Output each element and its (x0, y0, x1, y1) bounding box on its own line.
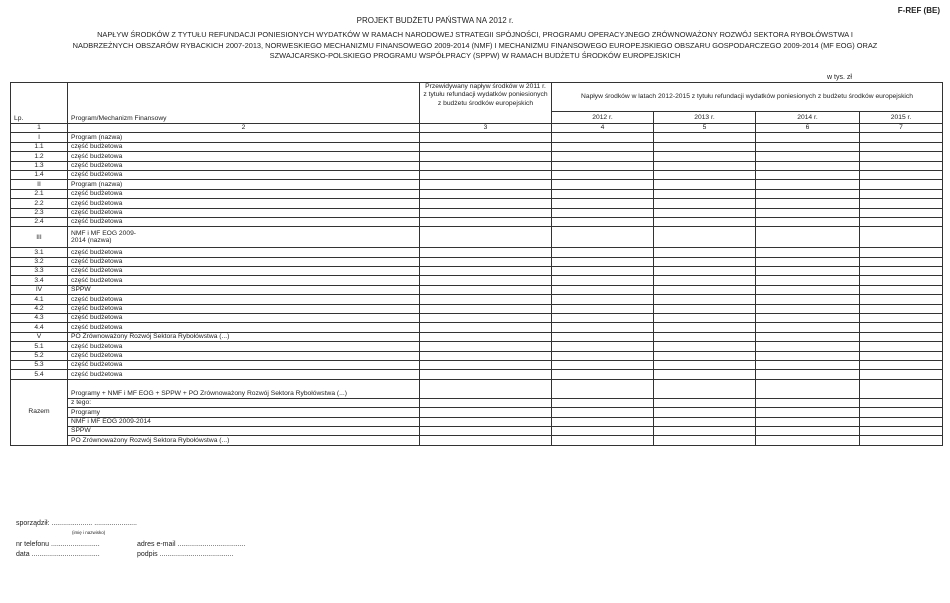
value-cell[interactable] (552, 189, 654, 198)
value-cell[interactable] (552, 180, 654, 189)
value-cell[interactable] (860, 248, 943, 257)
table-row (11, 285, 943, 294)
value-cell[interactable] (756, 267, 860, 276)
value-cell[interactable] (420, 208, 552, 217)
value-cell[interactable] (654, 436, 756, 445)
value-cell[interactable] (860, 408, 943, 417)
value-cell[interactable] (756, 295, 860, 304)
form-code: F-REF (BE) (897, 6, 940, 15)
value-cell[interactable] (860, 285, 943, 294)
row-name: część budżetowa (68, 199, 420, 208)
value-cell[interactable] (860, 180, 943, 189)
table-row (11, 227, 943, 248)
value-cell[interactable] (860, 323, 943, 332)
value-cell[interactable] (654, 142, 756, 151)
value-cell[interactable] (860, 295, 943, 304)
value-cell[interactable] (860, 351, 943, 360)
row-lp: I (11, 133, 68, 142)
column-number: 5 (654, 124, 756, 133)
table-row (11, 351, 943, 360)
value-cell[interactable] (552, 360, 654, 369)
value-cell[interactable] (860, 217, 943, 226)
table-row (11, 217, 943, 226)
value-cell[interactable] (552, 267, 654, 276)
table-row (11, 180, 943, 189)
value-cell[interactable] (654, 199, 756, 208)
row-lp: 5.1 (11, 342, 68, 351)
value-cell[interactable] (654, 426, 756, 435)
value-cell[interactable] (860, 257, 943, 266)
row-name: część budżetowa (68, 217, 420, 226)
value-cell[interactable] (420, 342, 552, 351)
value-cell[interactable] (552, 276, 654, 285)
table-row (11, 248, 943, 257)
row-lp: II (11, 180, 68, 189)
column-number: 1 (11, 124, 68, 133)
value-cell[interactable] (552, 304, 654, 313)
row-name: Program (nazwa) (68, 180, 420, 189)
table-row (11, 189, 943, 198)
value-cell[interactable] (654, 227, 756, 248)
row-lp: 5.2 (11, 351, 68, 360)
value-cell[interactable] (654, 208, 756, 217)
value-cell[interactable] (654, 398, 756, 407)
column-number: 4 (552, 124, 654, 133)
row-name: część budżetowa (68, 161, 420, 170)
row-lp: 3.2 (11, 257, 68, 266)
value-cell[interactable] (552, 152, 654, 161)
value-cell[interactable] (654, 370, 756, 379)
value-cell[interactable] (860, 227, 943, 248)
value-cell[interactable] (756, 379, 860, 398)
row-name: część budżetowa (68, 295, 420, 304)
row-lp: 1.1 (11, 142, 68, 151)
row-lp: 2.2 (11, 199, 68, 208)
row-lp: 2.3 (11, 208, 68, 217)
row-lp: 1.2 (11, 152, 68, 161)
value-cell[interactable] (654, 180, 756, 189)
header-year: 2012 r. (552, 112, 654, 124)
value-cell[interactable] (756, 426, 860, 435)
value-cell[interactable] (756, 323, 860, 332)
table-row (11, 199, 943, 208)
value-cell[interactable] (756, 133, 860, 142)
value-cell[interactable] (860, 133, 943, 142)
value-cell[interactable] (654, 152, 756, 161)
row-lp: 4.4 (11, 323, 68, 332)
value-cell[interactable] (756, 417, 860, 426)
value-cell[interactable] (552, 133, 654, 142)
value-cell[interactable] (756, 332, 860, 341)
page-subtitle (0, 30, 950, 62)
value-cell[interactable] (654, 332, 756, 341)
value-cell[interactable] (420, 436, 552, 445)
value-cell[interactable] (654, 161, 756, 170)
table-row (11, 161, 943, 170)
value-cell[interactable] (552, 295, 654, 304)
value-cell[interactable] (420, 408, 552, 417)
value-cell[interactable] (860, 199, 943, 208)
value-cell[interactable] (654, 304, 756, 313)
value-cell[interactable] (654, 217, 756, 226)
row-lp: 1.4 (11, 170, 68, 179)
value-cell[interactable] (552, 436, 654, 445)
value-cell[interactable] (420, 133, 552, 142)
value-cell[interactable] (420, 142, 552, 151)
value-cell[interactable] (756, 180, 860, 189)
column-number: 6 (756, 124, 860, 133)
table-row (11, 323, 943, 332)
row-lp: 1.3 (11, 161, 68, 170)
name-caption: (imię i nazwisko) (72, 530, 106, 535)
value-cell[interactable] (756, 398, 860, 407)
header-year: 2014 r. (756, 112, 860, 124)
razem-line: z tego: (68, 398, 420, 407)
row-lp: IV (11, 285, 68, 294)
table-row (11, 295, 943, 304)
value-cell[interactable] (860, 314, 943, 323)
value-cell[interactable] (420, 398, 552, 407)
row-lp: III (11, 227, 68, 248)
value-cell[interactable] (756, 248, 860, 257)
value-cell[interactable] (860, 398, 943, 407)
razem-row (11, 417, 943, 426)
column-number-row (11, 124, 943, 133)
value-cell[interactable] (654, 408, 756, 417)
value-cell[interactable] (756, 199, 860, 208)
value-cell[interactable] (420, 295, 552, 304)
value-cell[interactable] (552, 408, 654, 417)
table-row (11, 208, 943, 217)
subtitle-line: SZWAJCARSKO-POLSKIEGO PROGRAMU WSPÓŁPRACY (SPPW) W RAMACH BUDŻETU ŚRODKÓW EUROPEJSKICH (269, 51, 681, 60)
value-cell[interactable] (756, 408, 860, 417)
value-cell[interactable] (420, 351, 552, 360)
value-cell[interactable] (860, 276, 943, 285)
row-name: część budżetowa (68, 304, 420, 313)
table-row (11, 370, 943, 379)
value-cell[interactable] (552, 398, 654, 407)
value-cell[interactable] (860, 152, 943, 161)
column-number: 7 (860, 124, 943, 133)
value-cell[interactable] (552, 217, 654, 226)
value-cell[interactable] (654, 248, 756, 257)
row-name: część budżetowa (68, 370, 420, 379)
row-name: część budżetowa (68, 208, 420, 217)
row-name: część budżetowa (68, 314, 420, 323)
table-row (11, 152, 943, 161)
value-cell[interactable] (756, 276, 860, 285)
value-cell[interactable] (654, 295, 756, 304)
value-cell[interactable] (420, 285, 552, 294)
value-cell[interactable] (654, 267, 756, 276)
value-cell[interactable] (860, 189, 943, 198)
value-cell[interactable] (654, 351, 756, 360)
row-name: SPPW (68, 285, 420, 294)
value-cell[interactable] (420, 161, 552, 170)
table-row (11, 133, 943, 142)
value-cell[interactable] (756, 152, 860, 161)
header-year: 2013 r. (654, 112, 756, 124)
value-cell[interactable] (420, 248, 552, 257)
row-name: NMF i MF EOG 2009-2014 (nazwa) (68, 227, 420, 248)
row-lp: 4.2 (11, 304, 68, 313)
column-number: 3 (420, 124, 552, 133)
value-cell[interactable] (552, 426, 654, 435)
header-expected: Przewidywany napływ środków w 2011 r. z tytułu refundacji wydatków poniesionych z budżetu środków europejskich (420, 83, 552, 124)
row-name: część budżetowa (68, 323, 420, 332)
value-cell[interactable] (860, 142, 943, 151)
subtitle-line: NADBRZEŻNYCH OBSZARÓW RYBACKICH 2007-2013, NORWESKIEGO MECHANIZMU FINANSOWEGO 2009-2014 (NMF) I MECHANIZMU FINANSOWEGO EUROPEJSKIEGO OBSZARU GOSPODARCZEGO 2009-2014 (MF EOG) ORAZ (72, 40, 878, 50)
table-row (11, 342, 943, 351)
value-cell[interactable] (654, 189, 756, 198)
value-cell[interactable] (420, 170, 552, 179)
row-lp: 4.3 (11, 314, 68, 323)
value-cell[interactable] (420, 304, 552, 313)
value-cell[interactable] (756, 285, 860, 294)
header-row (11, 83, 943, 112)
value-cell[interactable] (860, 304, 943, 313)
value-cell[interactable] (654, 133, 756, 142)
value-cell[interactable] (654, 276, 756, 285)
value-cell[interactable] (552, 227, 654, 248)
value-cell[interactable] (420, 360, 552, 369)
date-field: data ................................... (16, 551, 100, 558)
value-cell[interactable] (552, 379, 654, 398)
razem-row (11, 436, 943, 445)
table-row (11, 257, 943, 266)
value-cell[interactable] (860, 370, 943, 379)
value-cell[interactable] (860, 208, 943, 217)
value-cell[interactable] (756, 257, 860, 266)
value-cell[interactable] (860, 267, 943, 276)
razem-line: NMF i MF EOG 2009-2014 (68, 417, 420, 426)
value-cell[interactable] (756, 189, 860, 198)
value-cell[interactable] (420, 257, 552, 266)
column-number: 2 (68, 124, 420, 133)
header-lp: Lp. (11, 83, 68, 124)
value-cell[interactable] (552, 285, 654, 294)
value-cell[interactable] (654, 417, 756, 426)
value-cell[interactable] (420, 370, 552, 379)
value-cell[interactable] (420, 152, 552, 161)
value-cell[interactable] (756, 227, 860, 248)
unit-label: w tys. zł (827, 74, 852, 81)
row-name: część budżetowa (68, 351, 420, 360)
value-cell[interactable] (552, 323, 654, 332)
header-group: Napływ środków w latach 2012-2015 z tytułu refundacji wydatków poniesionych z budżetu środków europejskich (552, 83, 943, 112)
row-lp: 2.4 (11, 217, 68, 226)
value-cell[interactable] (552, 199, 654, 208)
value-cell[interactable] (860, 170, 943, 179)
value-cell[interactable] (860, 436, 943, 445)
header-year: 2015 r. (860, 112, 943, 124)
row-name: część budżetowa (68, 342, 420, 351)
row-name: część budżetowa (68, 142, 420, 151)
value-cell[interactable] (654, 360, 756, 369)
row-name: Program (nazwa) (68, 133, 420, 142)
value-cell[interactable] (756, 208, 860, 217)
value-cell[interactable] (756, 351, 860, 360)
value-cell[interactable] (420, 314, 552, 323)
row-lp: 3.1 (11, 248, 68, 257)
value-cell[interactable] (420, 217, 552, 226)
row-name: część budżetowa (68, 248, 420, 257)
value-cell[interactable] (756, 142, 860, 151)
value-cell[interactable] (420, 276, 552, 285)
value-cell[interactable] (420, 379, 552, 398)
value-cell[interactable] (654, 379, 756, 398)
row-lp: 3.4 (11, 276, 68, 285)
value-cell[interactable] (654, 314, 756, 323)
razem-row (11, 408, 943, 417)
value-cell[interactable] (756, 314, 860, 323)
email-field: adres e-mail ................................... (137, 541, 246, 548)
value-cell[interactable] (860, 332, 943, 341)
value-cell[interactable] (420, 332, 552, 341)
row-name: część budżetowa (68, 360, 420, 369)
row-lp: 3.3 (11, 267, 68, 276)
header-program: Program/Mechanizm Finansowy (68, 83, 420, 124)
table-row (11, 332, 943, 341)
value-cell[interactable] (654, 285, 756, 294)
row-lp: 5.3 (11, 360, 68, 369)
value-cell[interactable] (552, 257, 654, 266)
phone-field: nr telefonu ......................... (16, 541, 100, 548)
subtitle-line: NAPŁYW ŚRODKÓW Z TYTUŁU REFUNDACJI PONIESIONYCH WYDATKÓW W RAMACH NARODOWEJ STRATEGII SPÓJNOŚCI, PROGRAMU OPERACYJNEGO ZRÓWNOWAŻONY ROZWÓJ SEKTORA RYBOŁÓWSTWA I (97, 30, 853, 39)
value-cell[interactable] (552, 351, 654, 360)
row-name: część budżetowa (68, 152, 420, 161)
row-name: część budżetowa (68, 170, 420, 179)
row-name: część budżetowa (68, 257, 420, 266)
value-cell[interactable] (552, 370, 654, 379)
value-cell[interactable] (654, 323, 756, 332)
value-cell[interactable] (420, 199, 552, 208)
table-row (11, 170, 943, 179)
row-name: część budżetowa (68, 189, 420, 198)
value-cell[interactable] (420, 227, 552, 248)
row-lp: 2.1 (11, 189, 68, 198)
table-row (11, 304, 943, 313)
value-cell[interactable] (552, 342, 654, 351)
value-cell[interactable] (552, 332, 654, 341)
value-cell[interactable] (420, 426, 552, 435)
value-cell[interactable] (860, 161, 943, 170)
table-row (11, 360, 943, 369)
value-cell[interactable] (756, 304, 860, 313)
table-row (11, 276, 943, 285)
razem-row (11, 426, 943, 435)
value-cell[interactable] (420, 189, 552, 198)
value-cell[interactable] (552, 142, 654, 151)
value-cell[interactable] (860, 379, 943, 398)
row-name: część budżetowa (68, 276, 420, 285)
table-row (11, 314, 943, 323)
table-row (11, 267, 943, 276)
razem-line: Programy (68, 408, 420, 417)
row-lp: 5.4 (11, 370, 68, 379)
row-name: PO Zrównoważony Rozwój Sektora Rybołówstwa (...) (68, 332, 420, 341)
value-cell[interactable] (552, 161, 654, 170)
value-cell[interactable] (756, 370, 860, 379)
budget-table (10, 82, 943, 446)
razem-line: PO Zrównoważony Rozwój Sektora Rybołówstwa (...) (68, 436, 420, 445)
row-lp: 4.1 (11, 295, 68, 304)
value-cell[interactable] (756, 161, 860, 170)
value-cell[interactable] (552, 208, 654, 217)
value-cell[interactable] (756, 360, 860, 369)
value-cell[interactable] (420, 417, 552, 426)
value-cell[interactable] (756, 436, 860, 445)
row-name: część budżetowa (68, 267, 420, 276)
value-cell[interactable] (552, 417, 654, 426)
value-cell[interactable] (420, 267, 552, 276)
value-cell[interactable] (654, 257, 756, 266)
razem-label: Razem (11, 379, 68, 445)
value-cell[interactable] (756, 342, 860, 351)
prepared-by: sporządził: ..................... ...................... (16, 520, 137, 527)
value-cell[interactable] (860, 360, 943, 369)
value-cell[interactable] (756, 170, 860, 179)
razem-row (11, 379, 943, 398)
value-cell[interactable] (654, 170, 756, 179)
razem-line: SPPW (68, 426, 420, 435)
razem-line: Programy + NMF i MF EOG + SPPW + PO Zrównoważony Rozwój Sektora Rybołówstwa (...) (68, 379, 420, 398)
table-row (11, 142, 943, 151)
page-title: PROJEKT BUDŻETU PAŃSTWA NA 2012 r. (356, 16, 514, 25)
signature-field: podpis ...................................... (137, 551, 234, 558)
value-cell[interactable] (420, 323, 552, 332)
value-cell[interactable] (860, 417, 943, 426)
razem-row (11, 398, 943, 407)
value-cell[interactable] (654, 342, 756, 351)
value-cell[interactable] (420, 180, 552, 189)
value-cell[interactable] (552, 314, 654, 323)
value-cell[interactable] (860, 426, 943, 435)
value-cell[interactable] (552, 248, 654, 257)
value-cell[interactable] (860, 342, 943, 351)
row-lp: V (11, 332, 68, 341)
value-cell[interactable] (756, 217, 860, 226)
value-cell[interactable] (552, 170, 654, 179)
